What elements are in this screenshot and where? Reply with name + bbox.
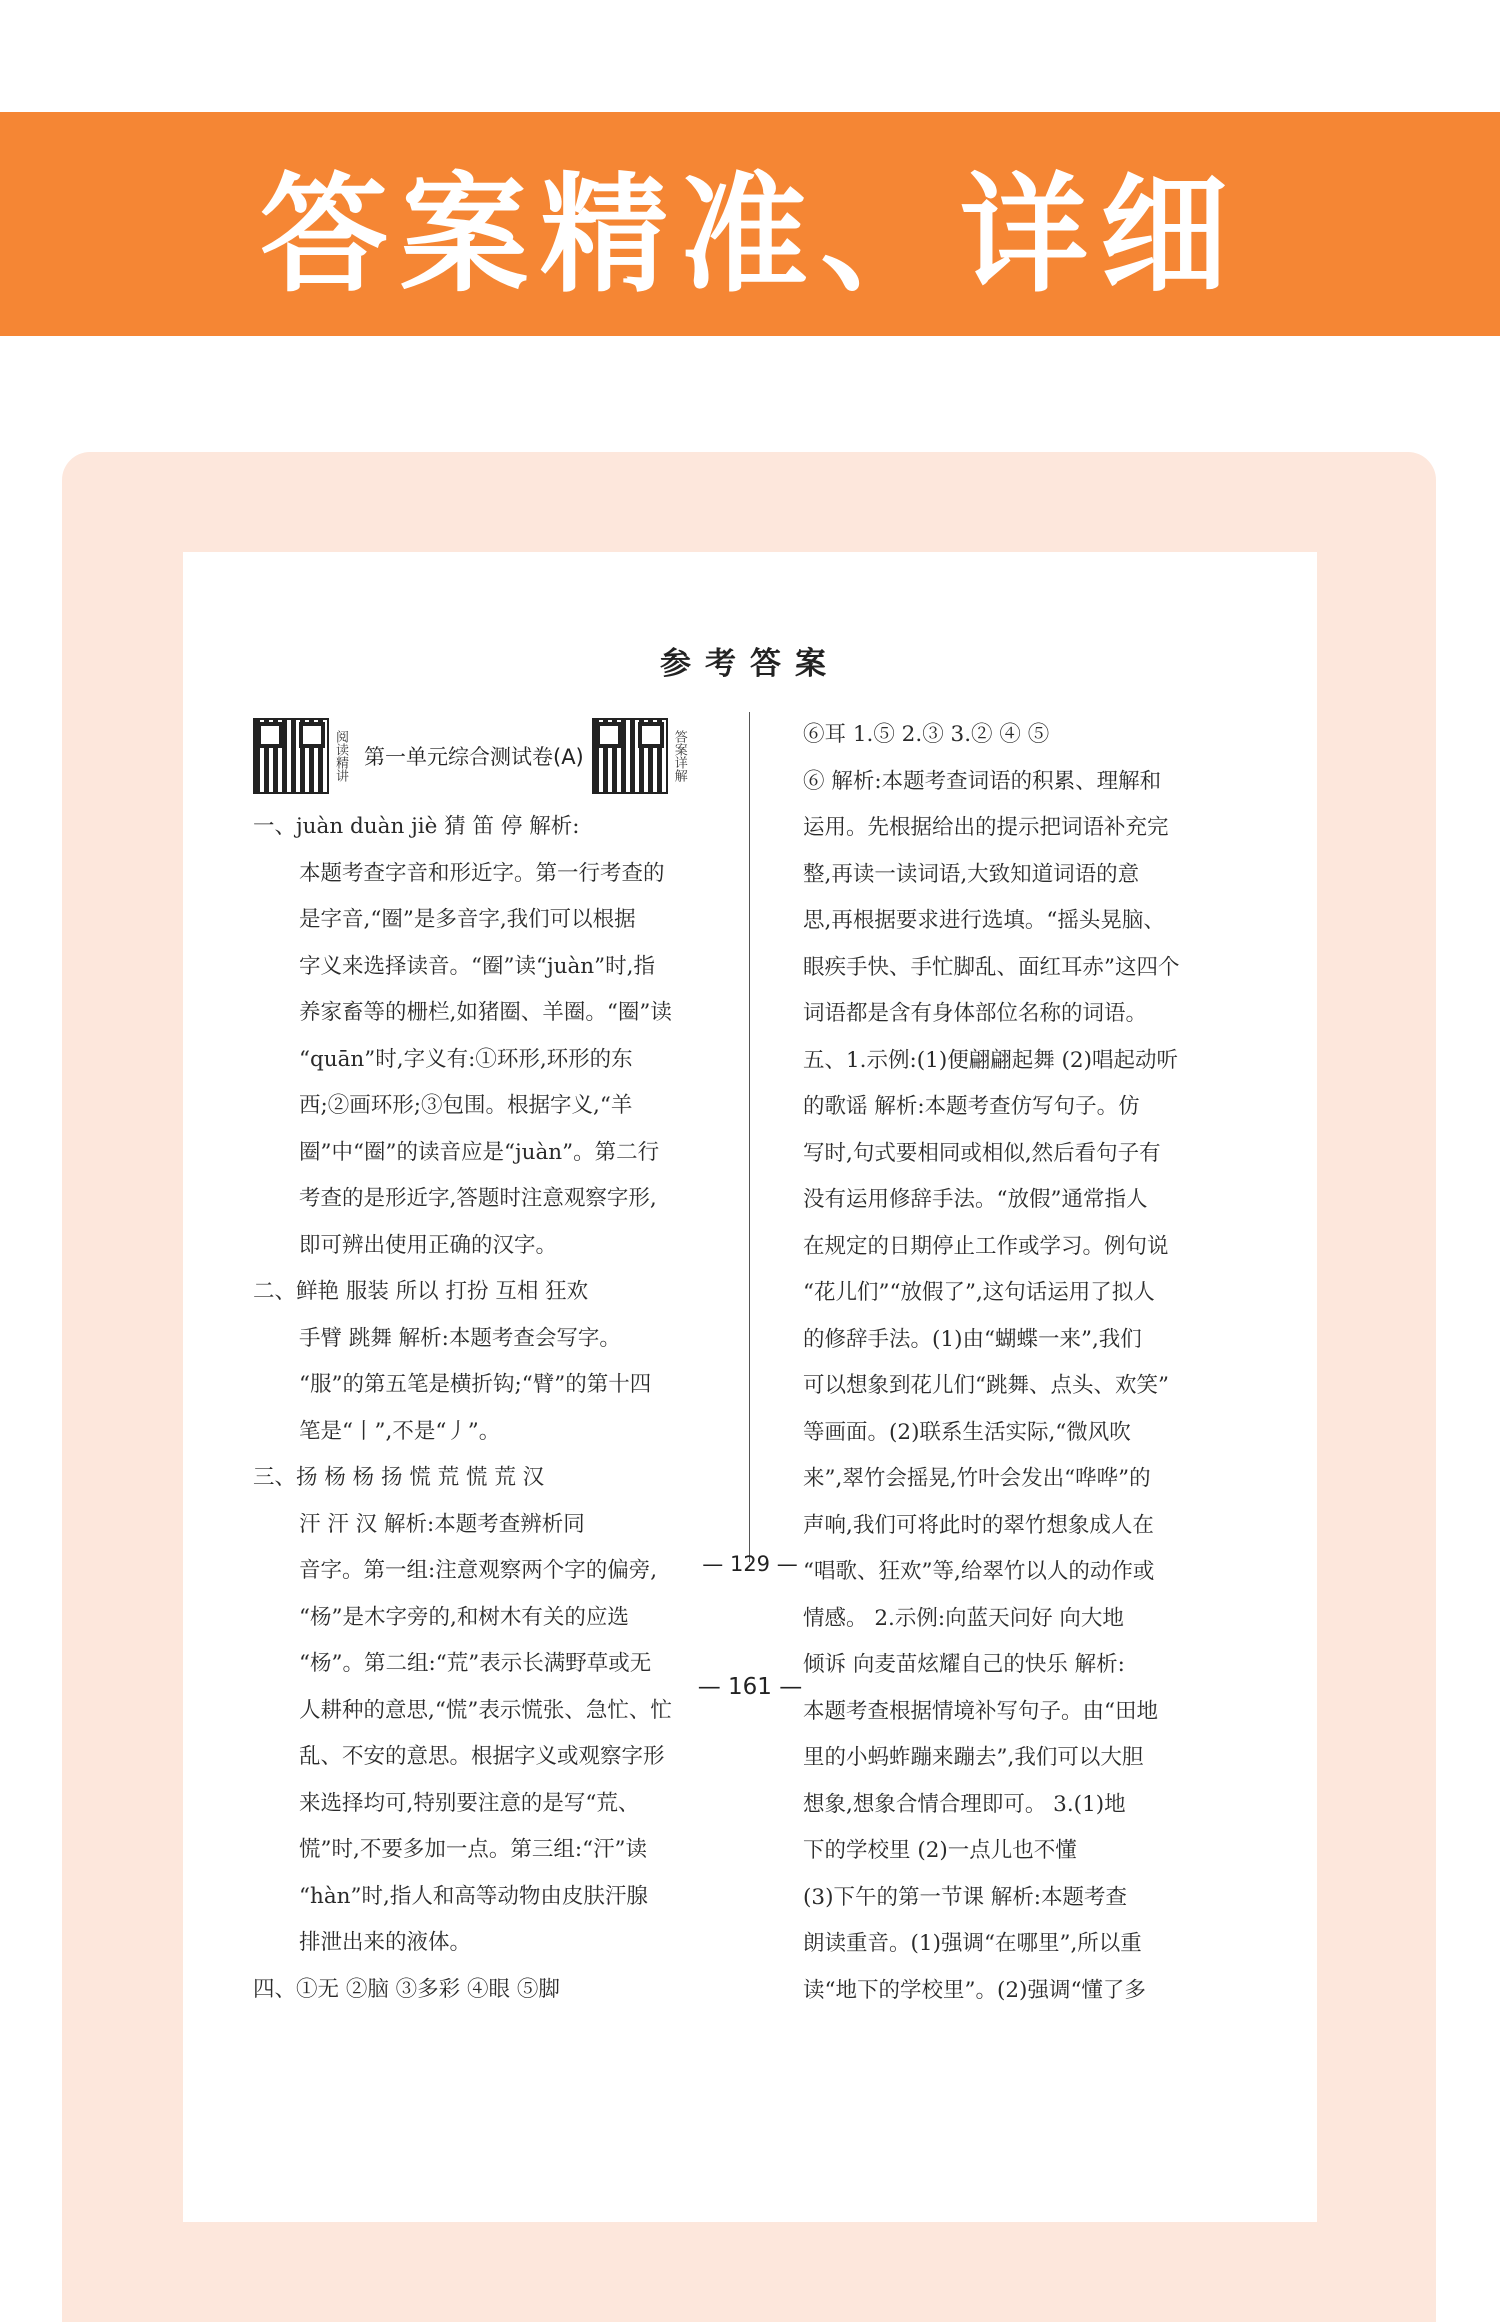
text-line: 四、①无 ②脑 ③多彩 ④眼 ⑤脚 — [253, 1976, 560, 2002]
left-answer-text — [253, 804, 753, 2013]
qr-label-answers: 答案详解 — [671, 730, 687, 782]
qr-code-icon — [592, 718, 668, 794]
right-column — [803, 712, 1263, 2014]
text-line: 五、1.示例:(1)便翩翩起舞 (2)唱起动听 — [803, 1047, 1179, 1073]
text-line: 音字。第一组:注意观察两个字的偏旁, — [299, 1558, 658, 1583]
text-line: 整,再读一读词语,大致知道词语的意 — [803, 861, 1140, 887]
text-line: 来选择均可,特别要注意的是写“荒、 — [299, 1790, 640, 1816]
text-line: 即可辨出使用正确的汉字。 — [299, 1232, 558, 1258]
text-line: 朗读重音。(1)强调“在哪里”,所以重 — [803, 1931, 1142, 1956]
banner — [0, 112, 1500, 336]
text-line: 本题考查字音和形近字。第一行考查的 — [299, 860, 665, 886]
banner-title: 答案精准、详细 — [259, 161, 1240, 310]
text-line: “服”的第五笔是横折钩;“臂”的第十四 — [299, 1372, 652, 1397]
test-header — [253, 712, 753, 800]
text-line: 没有运用修辞手法。“放假”通常指人 — [803, 1187, 1148, 1212]
text-line: 字义来选择读音。“圈”读“juàn”时,指 — [299, 953, 655, 979]
right-answer-text — [803, 712, 1263, 2014]
qr-code-icon — [253, 718, 329, 794]
text-line: 来”,翠竹会摇晃,竹叶会发出“哗哗”的 — [803, 1466, 1151, 1491]
text-line: “唱歌、狂欢”等,给翠竹以人的动作或 — [803, 1559, 1155, 1584]
text-line: 乱、不安的意思。根据字义或观察字形 — [299, 1744, 665, 1769]
text-line: 词语都是含有身体部位名称的词语。 — [803, 1001, 1148, 1026]
text-line: “quān”时,字义有:①环形,环形的东 — [299, 1046, 633, 1072]
text-line: 笔是“丨”,不是“丿”。 — [299, 1418, 501, 1444]
text-line: 下的学校里 (2)一点儿也不懂 — [803, 1838, 1077, 1863]
outer-page-number: — 161 — — [697, 1674, 803, 1700]
answer-page — [183, 552, 1317, 2222]
text-line: 考查的是形近字,答题时注意观察字形, — [299, 1186, 657, 1211]
text-line: ⑥耳 1.⑤ 2.③ 3.② ④ ⑤ — [803, 722, 1050, 747]
page-title: 参考答案 — [660, 646, 840, 682]
text-line: 等画面。(2)联系生活实际,“微风吹 — [803, 1419, 1131, 1445]
qr-label-reading: 阅读精讲 — [333, 730, 348, 782]
text-line: 是字音,“圈”是多音字,我们可以根据 — [299, 907, 636, 932]
text-line: “杨”是木字旁的,和树木有关的应选 — [299, 1604, 629, 1630]
text-line: 本题考查根据情境补写句子。由“田地 — [803, 1698, 1158, 1724]
text-line: 一、juàn duàn jiè 猜 笛 停 解析: — [253, 814, 580, 839]
text-line: 眼疾手快、手忙脚乱、面红耳赤”这四个 — [803, 954, 1180, 980]
text-line: 情感。 2.示例:向蓝天问好 向大地 — [803, 1605, 1124, 1631]
text-line: 的歌谣 解析:本题考查仿写句子。仿 — [803, 1094, 1140, 1119]
text-line: 西;②画环形;③包围。根据字义,“羊 — [299, 1093, 633, 1118]
text-line: 汗 汗 汉 解析:本题考查辨析同 — [299, 1511, 585, 1537]
text-line: 人耕种的意思,“慌”表示慌张、急忙、忙 — [299, 1697, 672, 1723]
text-line: 可以想象到花儿们“跳舞、点头、欢笑” — [803, 1373, 1169, 1398]
text-line: “杨”。第二组:“荒”表示长满野草或无 — [299, 1651, 652, 1676]
text-line: 二、鲜艳 服装 所以 打扮 互相 狂欢 — [253, 1279, 589, 1304]
inner-page-number: — 129 — — [702, 1552, 798, 1576]
text-line: 思,再根据要求进行选填。“摇头晃脑、 — [803, 908, 1165, 933]
text-line: 手臂 跳舞 解析:本题考查会写字。 — [299, 1325, 621, 1351]
text-line: 慌”时,不要多加一点。第三组:“汗”读 — [299, 1837, 648, 1862]
left-column — [253, 712, 753, 2013]
text-line: 圈”中“圈”的读音应是“juàn”。第二行 — [299, 1139, 660, 1165]
test-name: 第一单元综合测试卷(A) — [364, 745, 584, 769]
text-line: 三、扬 杨 杨 扬 慌 荒 慌 荒 汉 — [253, 1465, 545, 1490]
text-line: 写时,句式要相同或相似,然后看句子有 — [803, 1140, 1161, 1166]
text-line: 的修辞手法。(1)由“蝴蝶一来”,我们 — [803, 1326, 1142, 1352]
text-line: 养家畜等的栅栏,如猪圈、羊圈。“圈”读 — [299, 1000, 672, 1025]
text-line: 想象,想象合情合理即可。 3.(1)地 — [803, 1791, 1126, 1817]
text-line: ⑥ 解析:本题考查词语的积累、理解和 — [803, 768, 1162, 794]
text-line: 在规定的日期停止工作或学习。例句说 — [803, 1233, 1169, 1259]
text-line: (3)下午的第一节课 解析:本题考查 — [803, 1884, 1128, 1910]
text-line: 倾诉 向麦苗炫耀自己的快乐 解析: — [803, 1652, 1125, 1677]
text-line: “hàn”时,指人和高等动物由皮肤汗腺 — [299, 1883, 648, 1909]
text-line: “花儿们”“放假了”,这句话运用了拟人 — [803, 1280, 1155, 1305]
text-line: 运用。先根据给出的提示把词语补充完 — [803, 815, 1169, 840]
text-line: 里的小蚂蚱蹦来蹦去”,我们可以大胆 — [803, 1745, 1144, 1770]
text-line: 排泄出来的液体。 — [299, 1930, 472, 1955]
text-line: 读“地下的学校里”。(2)强调“懂了多 — [803, 1977, 1146, 2003]
text-line: 声响,我们可将此时的翠竹想象成人在 — [803, 1512, 1154, 1538]
